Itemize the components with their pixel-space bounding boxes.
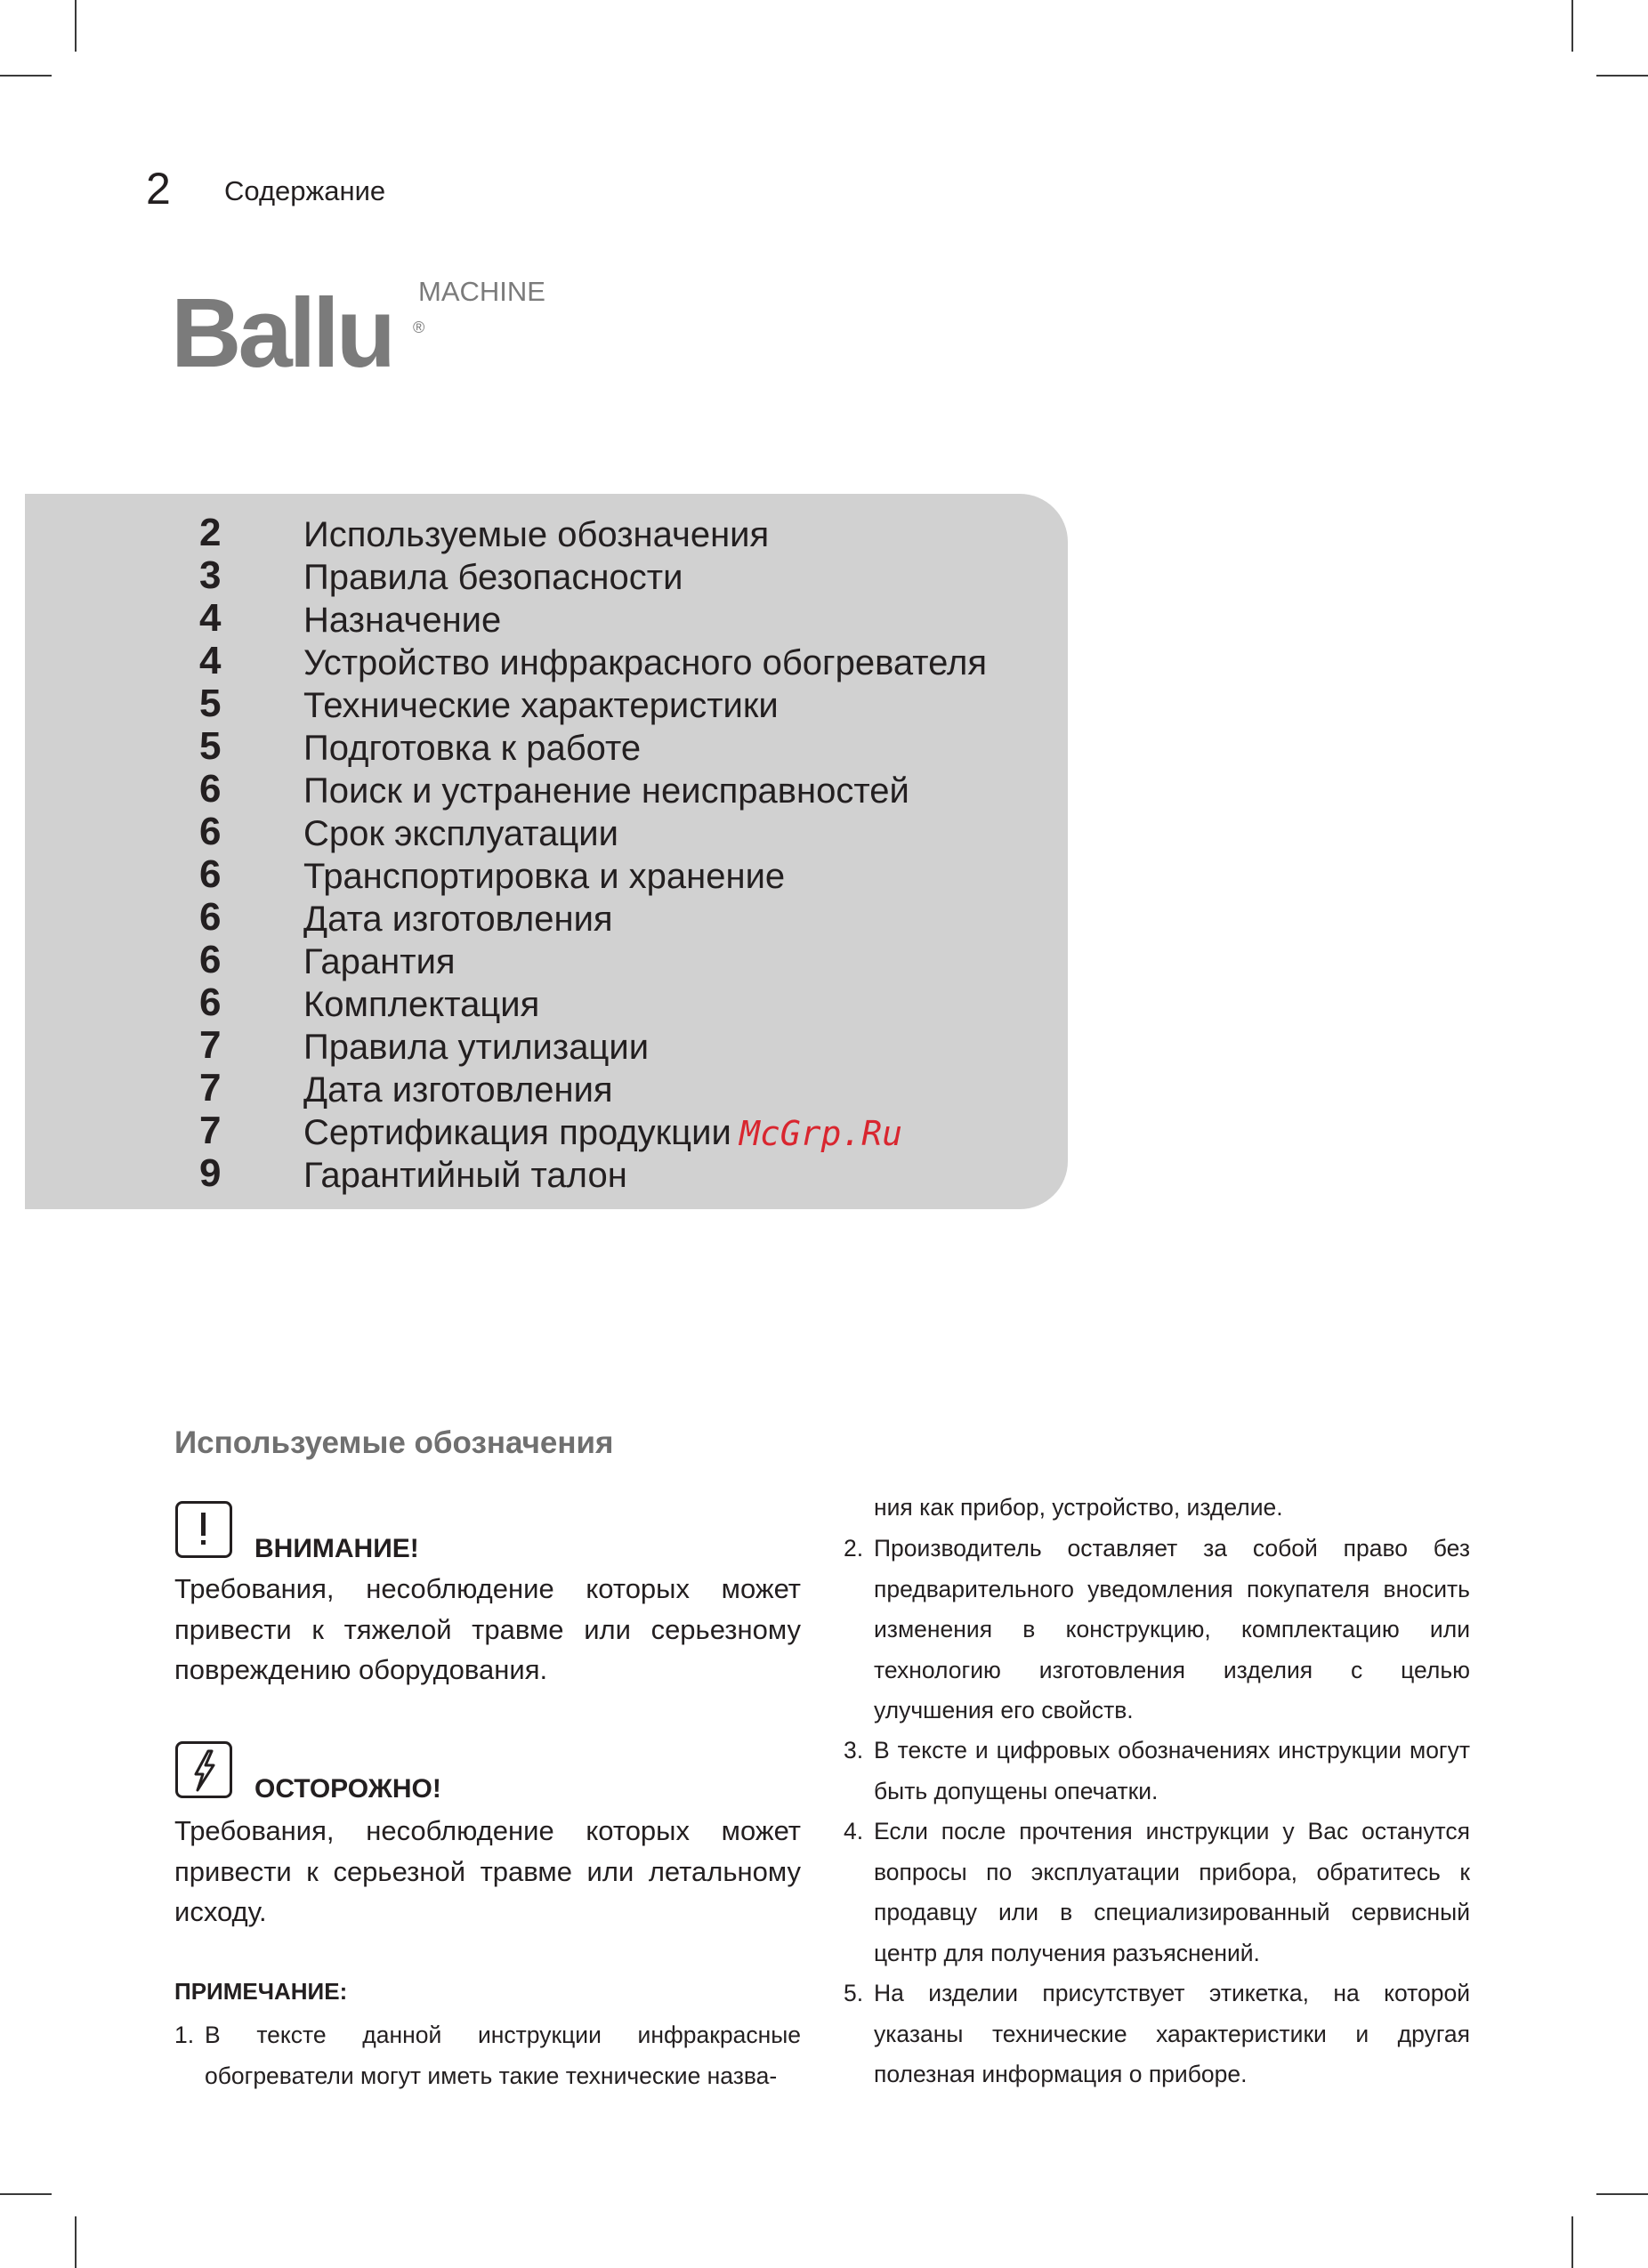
note-title: ПРИМЕЧАНИЕ: [174,1978,348,2005]
crop-mark [1596,2193,1648,2195]
toc-entry-title: Сертификация продукции [303,1113,731,1152]
toc-page-number: 7 [199,1023,222,1067]
toc-entry-title: Транспортировка и хранение [303,857,786,896]
toc-page-number: 2 [199,511,222,554]
logo-word: Ballu [171,278,392,388]
toc-page-number: 4 [199,639,222,682]
toc-entry-title: Устройство инфракрасного обогревателя [303,643,988,682]
lightning-icon [175,1741,232,1798]
running-header-title: Содержание [224,175,386,206]
caution-text: Требования, несоблюдение которых может привести к серьезной травме или летальному исходу. [174,1815,801,1927]
list-item: 4. Если после прочтения инструкции у Вас останутся вопросы по эксплуатации прибора, обратитесь к продавцу или в специализированный сервисный центр для получения разъяснений. [844,1818,1470,1966]
caution-label: ОСТОРОЖНО! [254,1774,441,1804]
logo-registered-mark: ® [413,319,425,336]
watermark: McGrp.Ru [739,1114,903,1153]
toc-page-number: 7 [199,1109,222,1152]
table-of-contents [25,494,1068,1209]
note-1-col2: ния как прибор, устройство, изделие. [874,1494,1283,1521]
toc-entry-title: Правила утилизации [303,1028,650,1067]
toc-page-number: 6 [199,810,222,853]
attention-label: ВНИМАНИЕ! [254,1534,419,1563]
crop-mark [1571,2216,1573,2268]
toc-page-number: 6 [199,852,222,896]
attention-text: Требования, несоблюдение которых может привести к тяжелой травме или серьезному повреждению оборудования. [174,1573,801,1685]
note-1-col1: В тексте данной инструкции инфракрасные обогреватели могут иметь такие технические назва- [205,2022,801,2089]
crop-mark [75,0,77,52]
toc-entry-title: Гарантия [303,942,456,981]
list-item: 3. В тексте и цифровых обозначениях инструкции могут быть допущены опечатки. [844,1737,1470,1804]
toc-entry-title: Технические характеристики [303,686,779,725]
list-item [844,1488,1470,1529]
toc-page-number: 5 [199,682,222,725]
page-number: 2 [146,164,171,214]
toc-page-number: 9 [199,1151,222,1195]
exclamation-icon [175,1501,232,1558]
toc-page-number: 7 [199,1066,222,1110]
toc-entry-title: Комплектация [303,985,540,1024]
toc-entry-title: Гарантийный талон [303,1156,627,1195]
toc-entry-title: Дата изготовления [303,900,613,939]
crop-mark [75,2216,77,2268]
toc-entry-title: Назначение [303,601,502,640]
crop-mark [0,75,52,77]
crop-mark [1596,75,1648,77]
ballu-logo [171,267,545,388]
toc-page-number: 4 [199,596,222,640]
toc-page-number: 6 [199,895,222,939]
toc-page-number: 5 [199,724,222,768]
toc-entry-title: Поиск и устранение неисправностей [303,771,909,811]
toc-page-number: 6 [199,767,222,811]
section-heading: Используемые обозначения [174,1425,614,1460]
logo-subtitle: MACHINE [418,276,545,307]
toc-entry-title: Используемые обозначения [303,515,770,554]
list-item: 2. Производитель оставляет за собой право без предварительного уведомления покупателя вносить изменения в конструкцию, комплектацию или технологию изготовления изделия с целью улучшения его свойств. [844,1535,1470,1723]
toc-entry-title: Дата изготовления [303,1070,613,1110]
toc-entry-title: Срок эксплуатации [303,814,618,853]
toc-entry-title: Подготовка к работе [303,729,642,768]
toc-page-number: 3 [199,553,222,597]
list-item: 5. На изделии присутствует этикетка, на которой указаны технические характеристики и другая полезная информация о приборе. [844,1980,1470,2087]
crop-mark [1571,0,1573,52]
toc-page-number: 6 [199,938,222,981]
list-item: 1. В тексте данной инструкции инфракрасные обогреватели могут иметь такие технические назва- [174,2015,801,2096]
toc-entry-title: Правила безопасности [303,558,683,597]
toc-page-number: 6 [199,981,222,1024]
crop-mark [0,2193,52,2195]
